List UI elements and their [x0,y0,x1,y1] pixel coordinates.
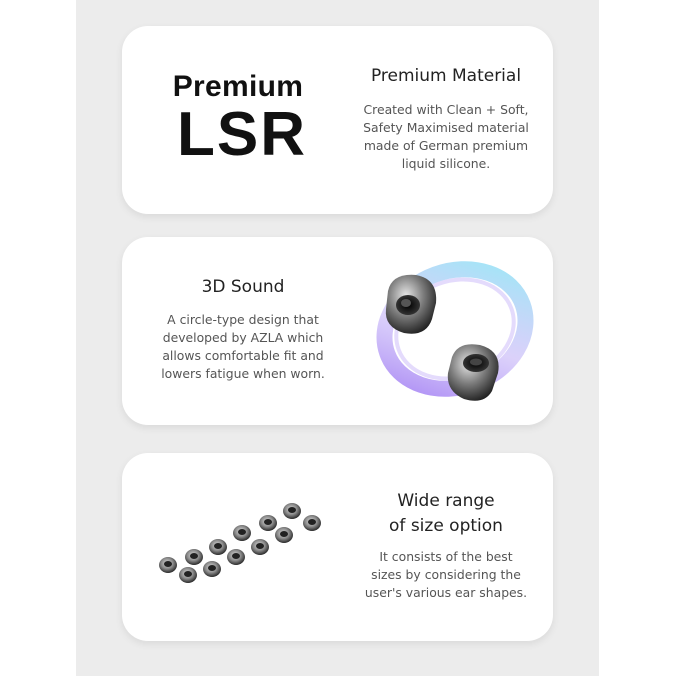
size-option-card [122,453,553,641]
title-line: Wide range [397,491,495,511]
desc-line: lowers fatigue when worn. [161,366,325,381]
desc-line: Safety Maximised material [363,120,529,135]
title-line: of size option [389,516,503,536]
desc-line: allows comfortable fit and [162,348,324,363]
eartips-pair-icon [360,251,540,413]
desc-line: It consists of the best [379,549,513,564]
lsr-logo-top: Premium [172,70,304,103]
desc-line: liquid silicone. [401,156,491,171]
size-option-title [346,489,546,539]
premium-material-title: Premium Material [370,66,522,86]
size-option-description [346,548,546,602]
premium-material-description [348,101,544,173]
eartips-set-icon [152,483,352,603]
eartip-right [448,344,499,401]
desc-line: sizes by considering the [371,567,521,582]
premium-material-card [122,26,553,214]
eartip-left [386,275,436,334]
3d-sound-title: 3D Sound [201,277,285,297]
lsr-logo-big: LSR [177,100,307,169]
desc-line: developed by AZLA which [162,330,324,345]
desc-line: A circle-type design that [167,312,319,327]
desc-line: Created with Clean + Soft, [363,102,529,117]
3d-sound-description [140,311,346,383]
desc-line: made of German premium [363,138,529,153]
3d-sound-card [122,237,553,425]
desc-line: user's various ear shapes. [364,585,528,600]
